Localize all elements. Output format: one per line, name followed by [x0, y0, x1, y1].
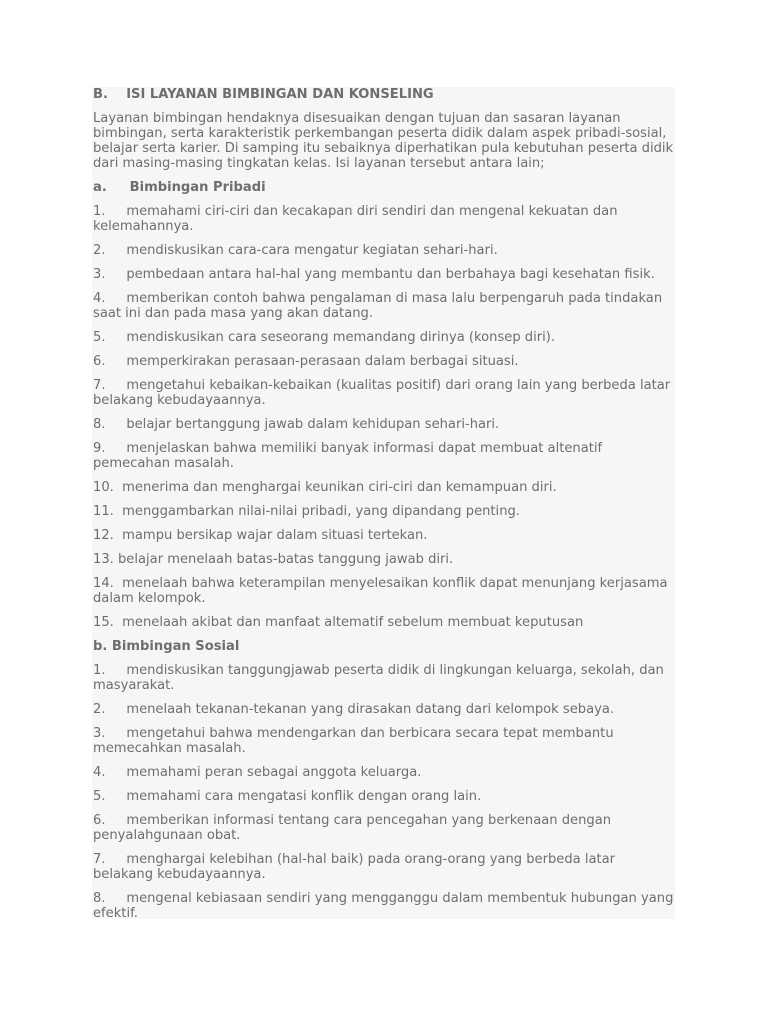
list-item-number: 14. [93, 576, 123, 591]
list-item-number: 2. [93, 243, 127, 258]
list-item-number: 3. [93, 726, 127, 741]
list-item [93, 726, 675, 756]
section-title: B. ISI LAYANAN BIMBINGAN DAN KONSELING [93, 87, 434, 102]
subsection-title-bimbingan-pribadi: a. Bimbingan Pribadi [93, 180, 266, 195]
list-item [93, 552, 675, 567]
list-item [93, 378, 675, 408]
list-item [93, 891, 675, 919]
list-item-number: 11. [93, 504, 123, 519]
list-bimbingan-pribadi [93, 204, 675, 630]
list-item-number: 4. [93, 765, 127, 780]
list-item-number: 7. [93, 378, 127, 393]
list-item [93, 765, 675, 780]
list-item-text: mengenal kebiasaan sendiri yang mengganggu dalam membentuk hubungan yang efektif. [93, 891, 674, 919]
list-item-number: 8. [93, 417, 127, 432]
list-item-text: memberikan informasi tentang cara pencegahan yang berkenaan dengan penyalahgunaan obat. [93, 813, 612, 843]
list-item-text: mendiskusikan cara seseorang memandang dirinya (konsep diri). [126, 330, 556, 345]
list-item [93, 417, 675, 432]
list-item [93, 480, 675, 495]
subsection-title-bimbingan-sosial: b. Bimbingan Sosial [93, 639, 240, 654]
list-item-number: 1. [93, 663, 127, 678]
list-item [93, 441, 675, 471]
list-item [93, 663, 675, 693]
list-item-text: mendiskusikan tanggungjawab peserta didik di lingkungan keluarga, sekolah, dan masyarakat. [93, 663, 664, 693]
list-item-text: memberikan contoh bahwa pengalaman di masa lalu berpengaruh pada tindakan saat ini dan pada masa yang akan datang. [93, 291, 663, 321]
document-page [92, 87, 675, 919]
list-item-text: memahami cara mengatasi konflik dengan orang lain. [126, 789, 482, 804]
intro-paragraph: Layanan bimbingan hendaknya disesuaikan dengan tujuan dan sasaran layanan bimbingan, serta karakteristik perkembangan peserta didik dalam aspek pribadi-sosial, belajar serta karier. Di samping itu sebaiknya diperhatikan pula kebutuhan peserta didik dari masing-masing tingkatan kelas. Isi layanan tersebut antara lain; [93, 111, 674, 171]
list-item-text: mengetahui bahwa mendengarkan dan berbicara secara tepat membantu memecahkan masalah. [93, 726, 614, 756]
list-item-text: menghargai kelebihan (hal-hal baik) pada orang-orang yang berbeda latar belakang kebudayaannya. [93, 852, 616, 882]
list-item-number: 9. [93, 441, 127, 456]
list-item-number: 1. [93, 204, 127, 219]
list-item-text: mengetahui kebaikan-kebaikan (kualitas positif) dari orang lain yang berbeda latar belakang kebudayaannya. [93, 378, 671, 408]
list-item-number: 5. [93, 789, 127, 804]
list-item-text: belajar menelaah batas-batas tanggung jawab diri. [118, 552, 454, 567]
list-item [93, 702, 675, 717]
list-item-number: 6. [93, 813, 127, 828]
list-item-number: 3. [93, 267, 127, 282]
list-item [93, 504, 675, 519]
list-item-number: 13. [93, 552, 118, 567]
list-item [93, 528, 675, 543]
list-bimbingan-sosial [93, 663, 675, 919]
list-item-text: menjelaskan bahwa memiliki banyak informasi dapat membuat altenatif pemecahan masalah. [93, 441, 603, 471]
list-item [93, 291, 675, 321]
list-item-text: mendiskusikan cara-cara mengatur kegiatan sehari-hari. [126, 243, 498, 258]
list-item-text: menelaah akibat dan manfaat altematif sebelum membuat keputusan [122, 615, 584, 630]
list-item [93, 354, 675, 369]
list-item-number: 2. [93, 702, 127, 717]
list-item-text: menelaah tekanan-tekanan yang dirasakan datang dari kelompok sebaya. [126, 702, 615, 717]
list-item-text: memahami ciri-ciri dan kecakapan diri sendiri dan mengenal kekuatan dan kelemahannya. [93, 204, 618, 234]
list-item [93, 243, 675, 258]
list-item [93, 330, 675, 345]
list-item-text: menerima dan menghargai keunikan ciri-ciri dan kemampuan diri. [122, 480, 557, 495]
list-item-number: 6. [93, 354, 127, 369]
list-item-text: memperkirakan perasaan-perasaan dalam berbagai situasi. [126, 354, 519, 369]
list-item-number: 7. [93, 852, 127, 867]
list-item-text: menelaah bahwa keterampilan menyelesaikan konflik dapat menunjang kerjasama dalam kelompok. [93, 576, 668, 606]
list-item-number: 12. [93, 528, 123, 543]
list-item [93, 615, 675, 630]
list-item-text: memahami peran sebagai anggota keluarga. [126, 765, 422, 780]
list-item [93, 576, 675, 606]
list-item-number: 10. [93, 480, 123, 495]
list-item [93, 852, 675, 882]
list-item-text: belajar bertanggung jawab dalam kehidupan sehari-hari. [126, 417, 500, 432]
list-item-number: 15. [93, 615, 123, 630]
list-item-number: 8. [93, 891, 127, 906]
list-item-number: 4. [93, 291, 127, 306]
list-item [93, 789, 675, 804]
list-item [93, 204, 675, 234]
list-item-number: 5. [93, 330, 127, 345]
list-item [93, 267, 675, 282]
list-item-text: pembedaan antara hal-hal yang membantu dan berbahaya bagi kesehatan fisik. [126, 267, 655, 282]
list-item [93, 813, 675, 843]
document-content [92, 87, 675, 919]
list-item-text: mampu bersikap wajar dalam situasi tertekan. [122, 528, 428, 543]
list-item-text: menggambarkan nilai-nilai pribadi, yang dipandang penting. [122, 504, 520, 519]
